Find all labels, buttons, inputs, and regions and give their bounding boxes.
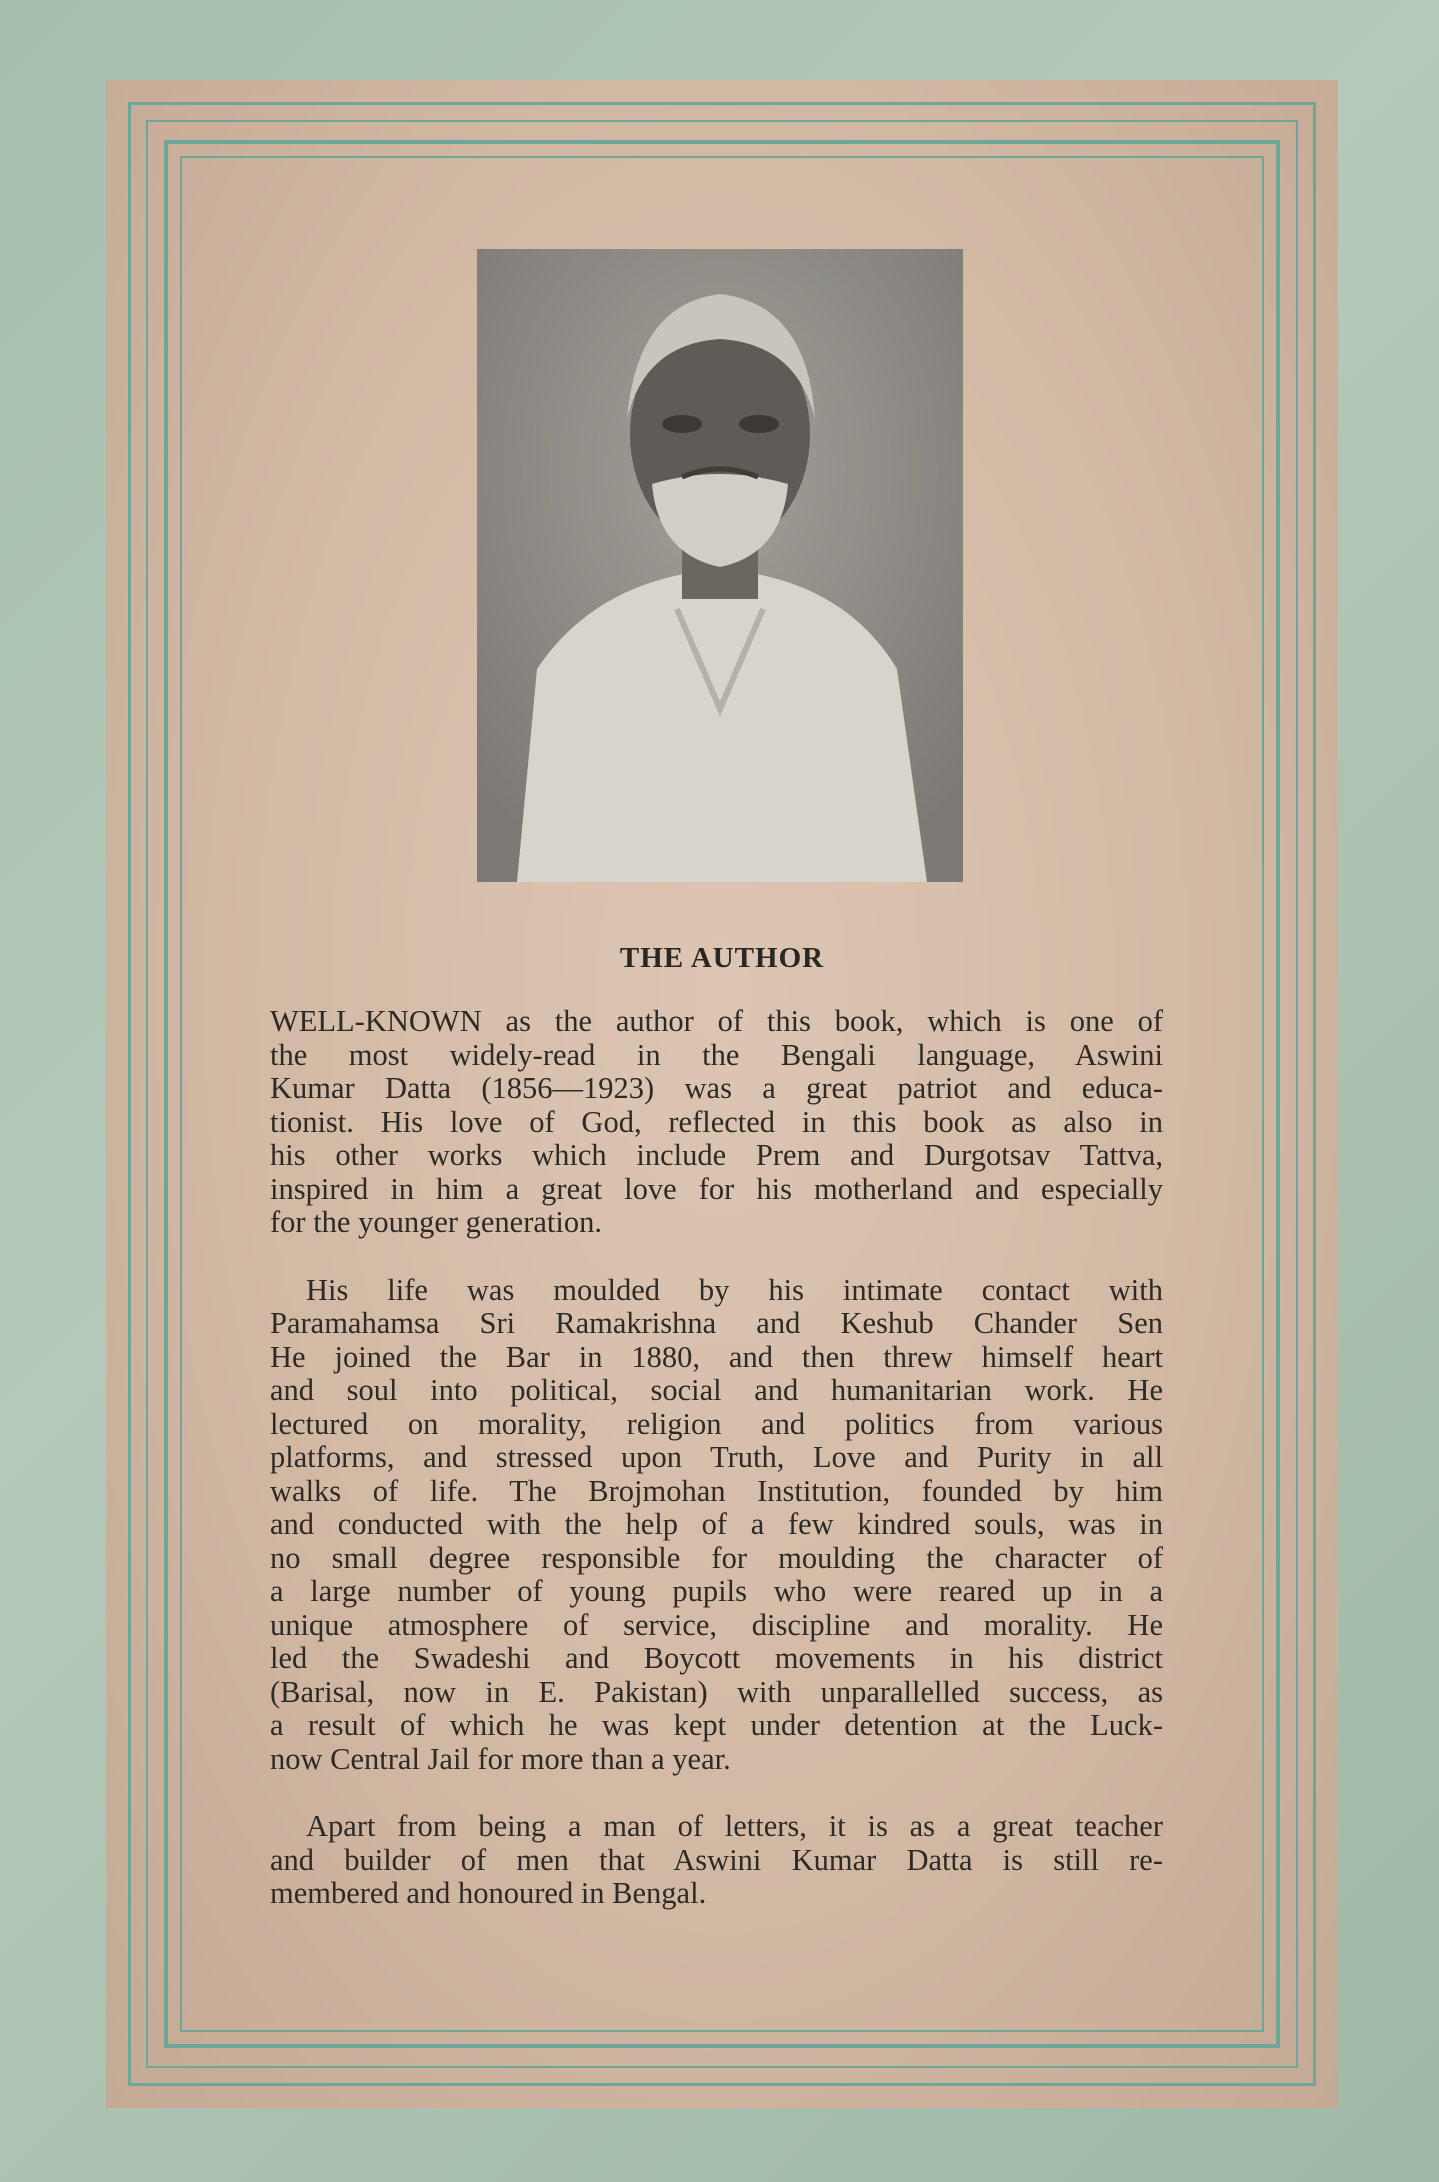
author-portrait bbox=[477, 249, 963, 882]
text-line: lectured on morality, religion and politics from various bbox=[270, 1407, 1163, 1441]
text-line: led the Swadeshi and Boycott movements in his district bbox=[270, 1642, 1163, 1675]
text-line: a large number of young pupils who were reared up in a bbox=[270, 1575, 1163, 1608]
text-line: a result of which he was kept under detention at the Luck- bbox=[270, 1709, 1163, 1742]
text-line: and builder of men that Aswini Kumar Datta is still re- bbox=[270, 1843, 1163, 1877]
text-line: membered and honoured in Bengal. bbox=[270, 1877, 707, 1910]
text-line: walks of life. The Brojmohan Institution, founded by him bbox=[270, 1474, 1163, 1508]
text-line: He joined the Bar in 1880, and then threw himself heart bbox=[270, 1340, 1163, 1374]
text-line: Kumar Datta (1856—1923) was a great patriot and educa- bbox=[270, 1072, 1163, 1105]
text-line: His life was moulded by his intimate contact with bbox=[306, 1273, 1163, 1307]
paragraph-3 bbox=[270, 1810, 1163, 1911]
text-line: his other works which include Prem and Durgotsav Tattva, bbox=[270, 1139, 1163, 1172]
text-line: inspired in him a great love for his motherland and especially bbox=[270, 1172, 1163, 1206]
author-biography bbox=[270, 1005, 1163, 1945]
text-line: and conducted with the help of a few kindred souls, was in bbox=[270, 1508, 1163, 1541]
text-line: Paramahamsa Sri Ramakrishna and Keshub Chander Sen bbox=[270, 1307, 1163, 1340]
text-line: as the author of this book, which is one of bbox=[481, 1005, 1163, 1038]
lead-word: WELL-KNOWN bbox=[270, 1005, 482, 1038]
text-line: (Barisal, now in E. Pakistan) with unparallelled success, as bbox=[270, 1675, 1163, 1709]
text-line: unique atmosphere of service, discipline and morality. He bbox=[270, 1608, 1163, 1642]
text-line: and soul into political, social and humanitarian work. He bbox=[270, 1374, 1163, 1407]
text-line: now Central Jail for more than a year. bbox=[270, 1742, 731, 1776]
section-heading: THE AUTHOR bbox=[619, 942, 825, 974]
text-line: for the younger generation. bbox=[270, 1206, 602, 1239]
text-line: tionist. His love of God, reflected in this book as also in bbox=[270, 1105, 1163, 1139]
paragraph-1 bbox=[270, 1005, 1163, 1240]
text-line: Apart from being a man of letters, it is as a great teacher bbox=[306, 1810, 1163, 1843]
text-line: no small degree responsible for moulding the character of bbox=[270, 1541, 1163, 1575]
portrait-photo-icon bbox=[477, 249, 963, 882]
text-line: platforms, and stressed upon Truth, Love and Purity in all bbox=[270, 1441, 1163, 1474]
text-line: the most widely-read in the Bengali language, Aswini bbox=[270, 1038, 1163, 1072]
paragraph-2 bbox=[270, 1274, 1163, 1777]
